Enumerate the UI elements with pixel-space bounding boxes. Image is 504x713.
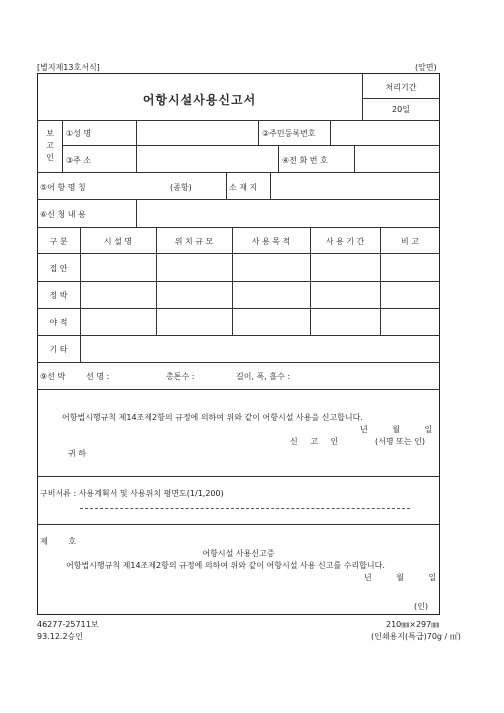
seal-label: (인) bbox=[414, 602, 428, 611]
table-row-label: 정 박 bbox=[49, 291, 68, 300]
reporter-label: 신 고 인 bbox=[290, 437, 339, 446]
application-label: ⑥신 청 내 용 bbox=[40, 210, 86, 219]
certificate-date: 년 월 일 bbox=[364, 573, 437, 582]
table-header: 사 용 기 간 bbox=[325, 237, 365, 246]
harbor-name-label: ⑤어 항 명 칭 bbox=[40, 183, 86, 192]
divider bbox=[37, 120, 440, 121]
location-label: 소 재 지 bbox=[229, 183, 258, 192]
certificate-title: 어항시설 사용신고증 bbox=[202, 549, 275, 558]
form-frame bbox=[37, 73, 440, 615]
table-row-label: 기 타 bbox=[49, 345, 68, 354]
table-header: 시 설 명 bbox=[103, 237, 133, 246]
divider bbox=[37, 199, 440, 200]
paper-spec: (인쇄용지(특급)70g / ㎡) bbox=[371, 632, 461, 641]
name-label: ①성 명 bbox=[66, 129, 92, 138]
divider bbox=[362, 98, 440, 99]
divider bbox=[37, 389, 440, 390]
attachments-text: 구비서류 : 사용계획서 및 사용위치 평면도(1/1,200) bbox=[40, 489, 224, 498]
dimensions-label: 길이, 폭, 흘수 : bbox=[236, 372, 291, 381]
table-header: 비 고 bbox=[401, 237, 419, 246]
divider bbox=[278, 145, 279, 172]
certificate-text: 어항법시행규칙 제14조제2항의 규정에 의하여 위와 같이 어항시설 사용 신고를 수리합니다. bbox=[66, 561, 385, 570]
table-header: 사 용 목 적 bbox=[251, 237, 291, 246]
certificate-number-label: 제 호 bbox=[40, 537, 76, 546]
paper-size: 210㎜×297㎜ bbox=[386, 620, 440, 629]
divider bbox=[37, 172, 440, 173]
processing-value: 20일 bbox=[392, 105, 410, 114]
sign-label: (서명 또는 인) bbox=[375, 437, 425, 446]
declaration-date: 년 월 일 bbox=[360, 425, 433, 434]
resident-id-label: ②주민등록번호 bbox=[262, 129, 316, 138]
divider bbox=[330, 120, 331, 145]
table-header: 구 분 bbox=[49, 237, 68, 246]
approval-date: 93.12.2승인 bbox=[37, 632, 83, 641]
divider bbox=[62, 120, 63, 172]
divider bbox=[37, 524, 440, 525]
declaration-text: 어항법시행규칙 제14조제2항의 규정에 의하여 위와 같이 어항시설 사용을 신고합니다. bbox=[62, 413, 363, 422]
divider bbox=[62, 145, 440, 146]
processing-label: 처리기간 bbox=[385, 83, 417, 92]
divider bbox=[270, 172, 271, 199]
vessel-label: ⑨선 박 bbox=[40, 372, 66, 381]
divider bbox=[37, 476, 440, 477]
table-header: 위 치 규 모 bbox=[174, 237, 214, 246]
address-label: ③주 소 bbox=[66, 156, 92, 165]
form-code: 46277-25711보 bbox=[37, 620, 99, 629]
page-side: (앞면) bbox=[415, 63, 437, 72]
divider bbox=[80, 227, 81, 362]
harbor-type: (종항) bbox=[170, 183, 192, 192]
divider bbox=[258, 120, 259, 145]
divider bbox=[136, 120, 137, 172]
divider bbox=[136, 199, 137, 227]
form-title: 어항시설사용신고서 bbox=[142, 93, 257, 107]
addressee-label: 귀 하 bbox=[68, 449, 86, 458]
ship-name-label: 선 명 : bbox=[86, 372, 110, 381]
cut-line bbox=[80, 508, 410, 509]
divider bbox=[226, 172, 227, 199]
applicant-section-label: 보 고 인 bbox=[46, 129, 54, 162]
table-row-label: 야 적 bbox=[49, 318, 68, 327]
phone-label: ④전 화 번 호 bbox=[282, 156, 328, 165]
tonnage-label: 총톤수 : bbox=[166, 372, 195, 381]
table-row-label: 접 안 bbox=[49, 264, 68, 273]
form-number: [별지제13호서식] bbox=[37, 63, 100, 72]
divider bbox=[37, 362, 440, 363]
divider bbox=[354, 145, 355, 172]
divider bbox=[37, 335, 440, 336]
